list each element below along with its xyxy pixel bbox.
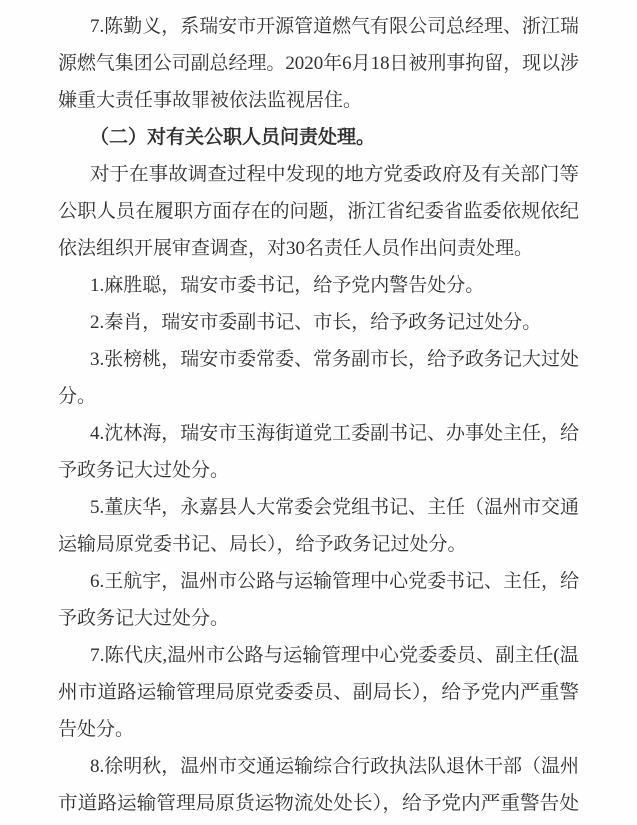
text-line-content: 嫌重大责任事故罪被依法监视居住。 — [58, 90, 363, 111]
text-line-content: 6.王航宇，温州市公路与运输管理中心党委书记、主任，给 — [90, 571, 579, 592]
text-line — [58, 230, 579, 267]
text-line — [58, 341, 579, 378]
text-line-content: 源燃气集团公司副总经理。2020年6月18日被刑事拘留，现以涉 — [58, 53, 579, 74]
text-line — [58, 415, 579, 452]
text-line — [58, 637, 579, 674]
text-line — [58, 267, 579, 304]
text-line — [58, 711, 579, 748]
text-line-content: 告处分。 — [58, 719, 135, 740]
text-line — [58, 156, 579, 193]
text-line — [58, 785, 579, 822]
text-line — [58, 563, 579, 600]
text-line — [58, 674, 579, 711]
text-line-content: 2.秦肖，瑞安市委副书记、市长，给予政务记过处分。 — [90, 312, 542, 333]
item-3-zhang-bangtao — [58, 341, 579, 415]
text-line — [58, 193, 579, 230]
text-line — [58, 304, 579, 341]
item-4-shen-linhai — [58, 415, 579, 489]
text-line-content: 7.陈勤义，系瑞安市开源管道燃气有限公司总经理、浙江瑞 — [90, 16, 579, 37]
text-line — [58, 452, 579, 489]
text-line — [58, 45, 579, 82]
text-line-content: 予政务记大过处分。 — [58, 460, 230, 481]
text-line-content: 运输局原党委书记、局长），给予政务记过处分。 — [58, 534, 467, 555]
item-1-ma-shengcong — [58, 267, 579, 304]
item-2-qin-xiao — [58, 304, 579, 341]
item-7-chen-qinyi-criminal-measures — [58, 8, 579, 119]
text-line — [58, 8, 579, 45]
text-line-content: 4.沈林海，瑞安市玉海街道党工委副书记、办事处主任，给 — [90, 423, 579, 444]
text-line-content: 依法组织开展审查调查，对30名责任人员作出问责处理。 — [58, 238, 534, 259]
text-line — [58, 119, 579, 156]
text-line — [58, 82, 579, 119]
item-7-chen-daiqing — [58, 637, 579, 748]
text-line-content: 分。 — [58, 386, 97, 407]
text-line-content: 5.董庆华，永嘉县人大常委会党组书记、主任（温州市交通 — [90, 497, 579, 518]
intro-accountability-investigation — [58, 156, 579, 267]
text-line-content: 1.麻胜聪，瑞安市委书记，给予党内警告处分。 — [90, 275, 485, 296]
text-line — [58, 378, 579, 415]
item-5-dong-qinghua — [58, 489, 579, 563]
text-line-content: 8.徐明秋，温州市交通运输综合行政执法队退休干部（温州 — [90, 756, 579, 777]
document-body — [58, 8, 579, 822]
heading-section-two — [58, 119, 579, 156]
text-line-content: （二）对有关公职人员问责处理。 — [90, 127, 376, 148]
text-line — [58, 748, 579, 785]
item-8-xu-mingqiu — [58, 748, 579, 822]
text-line — [58, 526, 579, 563]
text-line-content: 州市道路运输管理局原党委委员、副局长），给予党内严重警 — [58, 682, 579, 703]
text-line-content: 予政务记大过处分。 — [58, 608, 230, 629]
text-line-content: 3.张榜桃，瑞安市委常委、常务副市长，给予政务记大过处 — [90, 349, 579, 370]
text-line — [58, 600, 579, 637]
item-6-wang-hangyu — [58, 563, 579, 637]
text-line — [58, 489, 579, 526]
text-line-content: 公职人员在履职方面存在的问题，浙江省纪委省监委依规依纪 — [58, 201, 579, 222]
text-line-content: 对于在事故调查过程中发现的地方党委政府及有关部门等 — [90, 164, 579, 185]
text-line-content: 市道路运输管理局原货运物流处处长），给予党内严重警告处 — [58, 793, 579, 814]
text-line-content: 7.陈代庆,温州市公路与运输管理中心党委委员、副主任(温 — [90, 645, 579, 666]
